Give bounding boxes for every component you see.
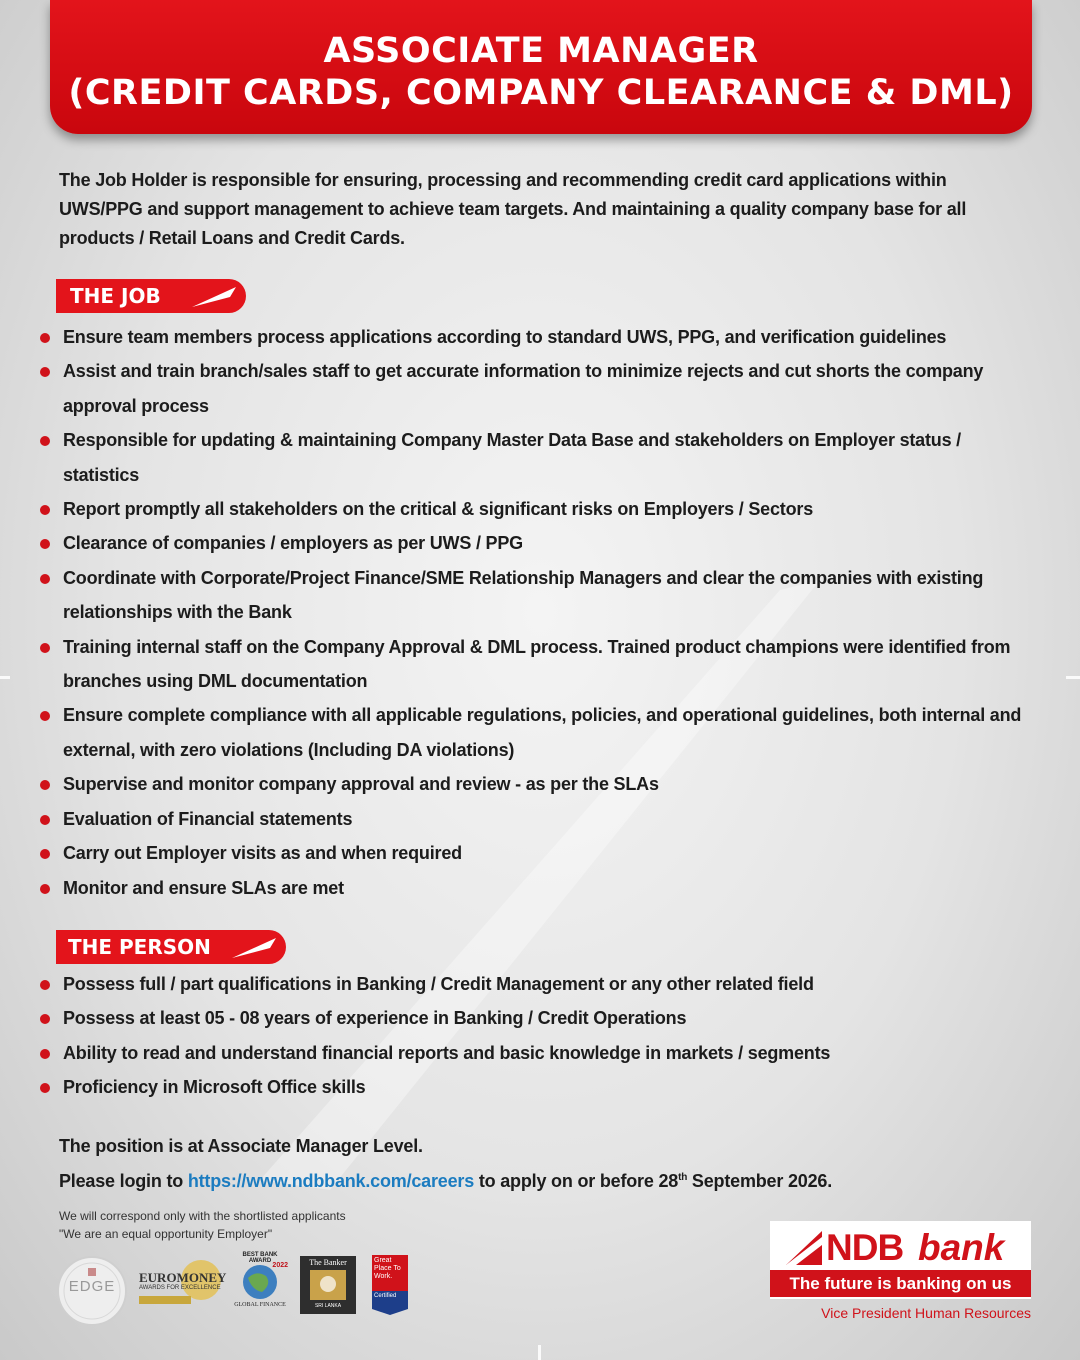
apply-instructions [59, 1162, 832, 1197]
ndb-bank-logo [770, 1221, 1031, 1299]
bullet-icon [40, 884, 50, 894]
list-item [40, 354, 1030, 423]
best-bank-award-logo [232, 1252, 288, 1318]
list-item [40, 836, 1030, 870]
bullet-icon [40, 849, 50, 859]
list-item [40, 423, 1030, 492]
bullet-icon [40, 643, 50, 653]
brand-tagline: The future is banking on us [770, 1270, 1031, 1297]
bullet-icon [40, 980, 50, 990]
bullet-icon [40, 815, 50, 825]
section-heading-job-label: THE JOB [70, 284, 161, 308]
euromoney-sub: AWARDS FOR EXCELLENCE [139, 1285, 221, 1291]
disclaimer-line2: "We are an equal opportunity Employer" [59, 1227, 273, 1241]
list-item [40, 802, 1030, 836]
bullet-icon [40, 539, 50, 549]
bullet-icon [40, 574, 50, 584]
list-item-text: Carry out Employer visits as and when required [63, 843, 462, 864]
list-item-text: Ensure complete compliance with all applicable regulations, policies, and operational guidelines, both internal and external, with zero violations (Including DA violations) [63, 705, 1022, 760]
the-banker-label: The Banker [309, 1258, 347, 1267]
section-heading-job [56, 279, 246, 313]
list-item-text: Supervise and monitor company approval and review - as per the SLAs [63, 774, 659, 795]
bullet-icon [40, 333, 50, 343]
edge-award-logo [55, 1254, 129, 1333]
list-item-text: Proficiency in Microsoft Office skills [63, 1077, 366, 1098]
bullet-icon [40, 505, 50, 515]
bullet-icon [40, 1083, 50, 1093]
disclaimer [59, 1207, 346, 1243]
gptw-label: Great Place To Work. [374, 1257, 401, 1280]
swoosh-icon [230, 934, 280, 960]
list-item-text: Coordinate with Corporate/Project Finance/SME Relationship Managers and clear the companies with existing relationships with the Bank [63, 567, 984, 623]
section-heading-person [56, 930, 286, 964]
page-title-line1: ASSOCIATE MANAGER [323, 31, 759, 71]
list-item-text: Training internal staff on the Company Approval & DML process. Trained product champions were identified from branches using DML documentation [63, 636, 1011, 692]
position-level: The position is at Associate Manager Level. [59, 1136, 423, 1156]
apply-sup: th [678, 1172, 688, 1183]
list-item-text: Assist and train branch/sales staff to get accurate information to minimize rejects and cut shorts the company approval process [63, 361, 984, 416]
euromoney-label: EUROMONEY [139, 1270, 227, 1285]
list-item [40, 1036, 1030, 1070]
list-item-text: Responsible for updating & maintaining Company Master Data Base and stakeholders on Employer status / statistics [63, 430, 961, 485]
list-item [40, 1070, 1030, 1104]
list-item [40, 526, 1030, 560]
list-item [40, 320, 1030, 354]
list-item [40, 698, 1030, 767]
disclaimer-line1: We will correspond only with the shortlisted applicants [59, 1209, 346, 1223]
euromoney-award-logo [137, 1258, 225, 1318]
bank-name: bank [918, 1227, 1005, 1268]
apply-prefix: Please login to [59, 1171, 188, 1191]
list-item-text: Possess full / part qualifications in Banking / Credit Management or any other related field [63, 974, 814, 994]
title-banner [50, 0, 1032, 134]
bullet-icon [40, 436, 50, 446]
bullet-icon [40, 367, 50, 377]
bullet-icon [40, 711, 50, 721]
bullet-icon [40, 1049, 50, 1059]
the-banker-sub: SRI LANKA [314, 1303, 342, 1309]
list-item-text: Clearance of companies / employers as per UWS / PPG [63, 533, 523, 554]
closing-text [59, 1130, 832, 1197]
best-bank-year: 2022 [272, 1262, 288, 1269]
list-item [40, 967, 1030, 1001]
list-item [40, 630, 1030, 699]
best-bank-label: BEST BANK AWARD [242, 1252, 278, 1264]
edge-label: EDGE [68, 1278, 116, 1295]
great-place-to-work-logo [372, 1255, 408, 1315]
list-item [40, 767, 1030, 801]
page-title-line2: (CREDIT CARDS, COMPANY CLEARANCE & DML) [68, 73, 1014, 113]
list-item [40, 1001, 1030, 1035]
careers-link[interactable]: https://www.ndbbank.com/careers [187, 1171, 475, 1191]
job-duties-list [40, 320, 1030, 905]
apply-middle: to apply on or before 28 [474, 1171, 679, 1191]
bullet-icon [40, 780, 50, 790]
list-item-text: Ensure team members process applications according to standard UWS, PPG, and verification guidelines [63, 327, 947, 347]
person-requirements-list [40, 967, 1030, 1105]
section-heading-person-label: THE PERSON [68, 935, 211, 959]
intro-paragraph: The Job Holder is responsible for ensuring, processing and recommending credit card applications within UWS/PPG and support management to achieve team targets. And maintaining a quality company base for all products / Retail Loans and Credit Cards. [59, 170, 967, 248]
the-banker-award-logo [300, 1256, 356, 1314]
list-item [40, 561, 1030, 630]
ndb-emblem-icon [786, 1231, 822, 1265]
list-item-text: Possess at least 05 - 08 years of experience in Banking / Credit Operations [63, 1008, 687, 1029]
ndb-name: NDB [826, 1227, 904, 1268]
signatory: Vice President Human Resources [821, 1305, 1031, 1321]
list-item-text: Evaluation of Financial statements [63, 808, 353, 829]
gptw-sub: Certified [374, 1293, 397, 1299]
list-item-text: Ability to read and understand financial reports and basic knowledge in markets / segments [63, 1042, 831, 1063]
global-finance-label: GLOBAL FINANCE [234, 1302, 286, 1308]
list-item-text: Report promptly all stakeholders on the critical & significant risks on Employers / Sectors [63, 499, 814, 520]
swoosh-icon [190, 283, 240, 309]
apply-suffix: September 2026. [687, 1171, 833, 1191]
list-item-text: Monitor and ensure SLAs are met [63, 877, 344, 898]
bullet-icon [40, 1014, 50, 1024]
list-item [40, 871, 1030, 905]
list-item [40, 492, 1030, 526]
ndb-wordmark [770, 1227, 1031, 1267]
